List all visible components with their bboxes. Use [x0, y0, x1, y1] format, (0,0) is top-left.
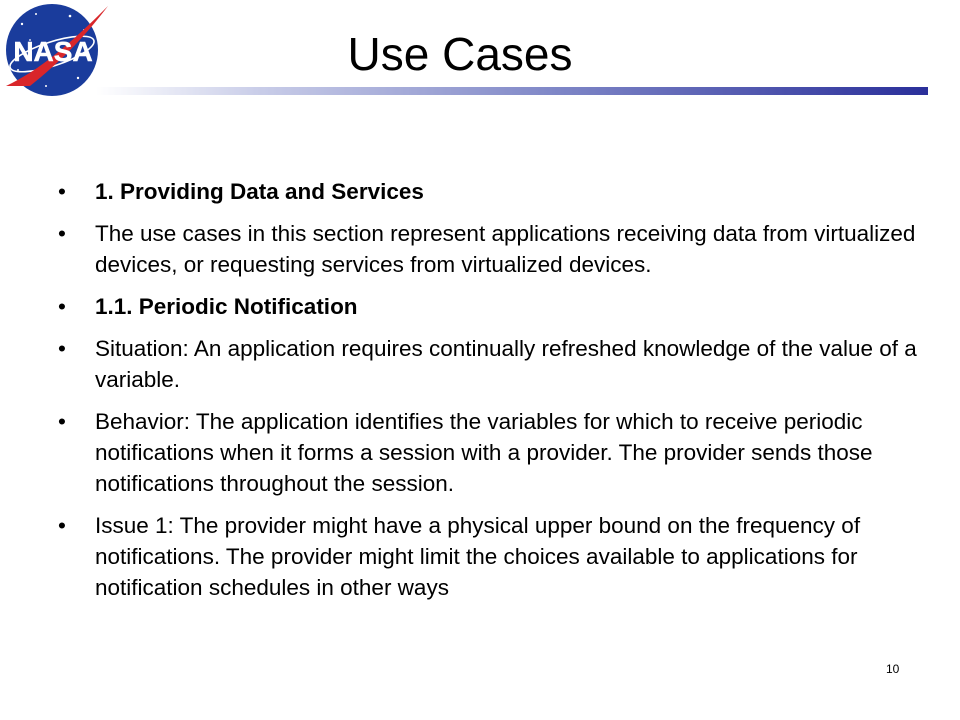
bullet-text: Behavior: The application identifies the variables for which to receive periodic notifications when it forms a session with a provider. The provider sends those notifications throughout the session.	[95, 409, 873, 496]
bullet-dot: •	[58, 294, 66, 319]
bullet-item	[58, 218, 918, 280]
bullet-item	[58, 333, 918, 395]
slide-content	[58, 176, 918, 614]
bullet-dot: •	[58, 179, 66, 204]
bullet-text: Situation: An application requires continually refreshed knowledge of the value of a variable.	[95, 336, 917, 392]
bullet-text: 1. Providing Data and Services	[95, 179, 424, 204]
bullet-item	[58, 510, 918, 603]
bullet-text: The use cases in this section represent applications receiving data from virtualized devices, or requesting services from virtualized devices.	[95, 221, 916, 277]
bullet-dot: •	[58, 409, 66, 434]
bullet-dot: •	[58, 336, 66, 361]
bullet-item	[58, 176, 918, 207]
logo-wordmark: NASA	[13, 36, 93, 67]
bullet-item	[58, 291, 918, 322]
bullet-dot: •	[58, 513, 66, 538]
bullet-item	[58, 406, 918, 499]
bullet-text: 1.1. Periodic Notification	[95, 294, 358, 319]
page-number: 10	[886, 662, 900, 676]
title-rule	[96, 87, 928, 95]
slide-title: Use Cases	[347, 28, 573, 80]
bullet-text: Issue 1: The provider might have a physical upper bound on the frequency of notifications. The provider might limit the choices available to applications for notification schedules in other ways	[95, 513, 861, 600]
bullet-list	[58, 176, 918, 603]
bullet-dot: •	[58, 221, 66, 246]
